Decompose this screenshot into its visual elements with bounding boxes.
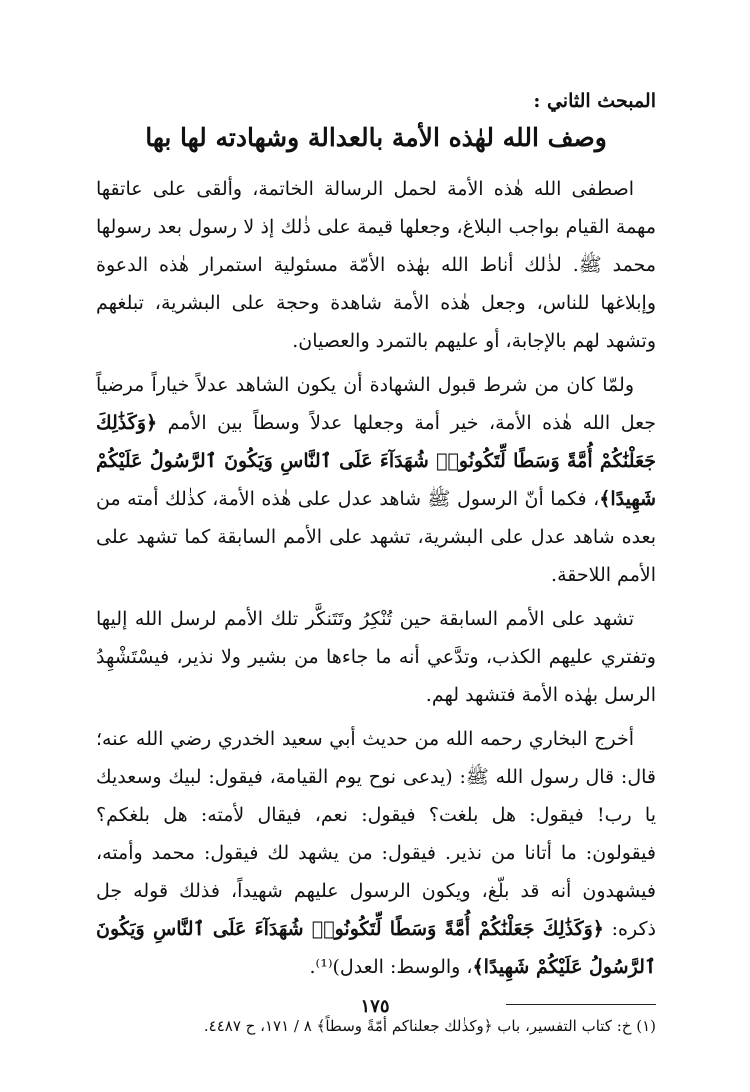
paragraph-2-text-before: ولمّا كان من شرط قبول الشهادة أن يكون الشاهد عدلاً خياراً مرضياً جعل الله هٰذه الأمة، خير أمة وجعلها عدلاً وسطاً بين الأمم	[96, 374, 656, 434]
paragraph-4	[96, 720, 656, 986]
section-label: المبحث الثاني :	[533, 90, 656, 112]
section-title: وصف الله لهٰذه الأمة بالعدالة وشهادته لها بها	[145, 123, 607, 152]
paragraph-2	[96, 366, 656, 594]
paragraph-3: تشهد على الأمم السابقة حين تُنْكِرُ وتَتَنكَّر تلك الأمم لرسل الله إليها وتفتري عليهم الكذب، وتدَّعي أنه ما جاءها من بشير ولا نذير، فيسْتَشْهِدُ الرسل بهٰذه الأمة فتشهد لهم.	[96, 608, 656, 706]
paragraph-4-text-after: ، والوسط: العدل)⁽¹⁾.	[309, 956, 473, 978]
quran-verse: ﴿وَكَذَٰلِكَ جَعَلْنَٰكُمْ أُمَّةً وَسَطًا لِّتَكُونُوا۟ شُهَدَآءَ عَلَى ٱلنَّاسِ وَيَكُونَ ٱلرَّسُولُ عَلَيْكُمْ شَهِيدًا﴾	[96, 918, 656, 978]
paragraph-4-text-before: أخرج البخاري رحمه الله من حديث أبي سعيد الخدري رضي الله عنه؛ قال: قال رسول الله ﷺ: (يدعى نوح يوم القيامة، فيقول: لبيك وسعديك يا رب! فيقول: هل بلغت؟ فيقول: نعم، فيقال لأمته: هل بلغكم؟ فيقولون: ما أتانا من نذير. فيقول: من يشهد لك فيقول: محمد وأمته، فيشهدون أنه قد بلّغ، ويكون الرسول عليهم شهيداً، فذلك قوله جل ذكره:	[96, 728, 656, 940]
paragraph-1: اصطفى الله هٰذه الأمة لحمل الرسالة الخاتمة، وألقى على عاتقها مهمة القيام بواجب البلاغ، وجعلها قيمة على ذٰلك إذ لا رسول بعد رسولها محمد ﷺ. لذٰلك أناط الله بهٰذه الأمّة مسئولية استمرار هٰذه الدعوة وإبلاغها للناس، وجعل هٰذه الأمة شاهدة وحجة على البشرية، تبلغهم وتشهد لهم بالإجابة، أو عليهم بالتمرد والعصيان.	[96, 178, 656, 352]
quran-verse: ﴿وَكَذَٰلِكَ جَعَلْنَٰكُمْ أُمَّةً وَسَطًا لِّتَكُونُوا۟ شُهَدَآءَ عَلَى ٱلنَّاسِ وَيَكُونَ ٱلرَّسُولُ عَلَيْكُمْ شَهِيدًا﴾	[96, 412, 656, 510]
page-number: ١٧٥	[360, 996, 390, 1017]
paragraph-2-text-after: ، فكما أنّ الرسول ﷺ شاهد عدل على هٰذه الأمة، كذٰلك أمته من بعده شاهد عدل على البشرية، تشهد على الأمم السابقة كما تشهد على الأمم اللاحقة.	[96, 488, 656, 586]
page-body	[96, 86, 656, 1039]
footnote: (١) خ: كتاب التفسير، باب ﴿وكذٰلك جعلناكم أمّةً وسطاً﴾ ٨ / ١٧١، ح ٤٤٨٧.	[203, 1017, 656, 1035]
